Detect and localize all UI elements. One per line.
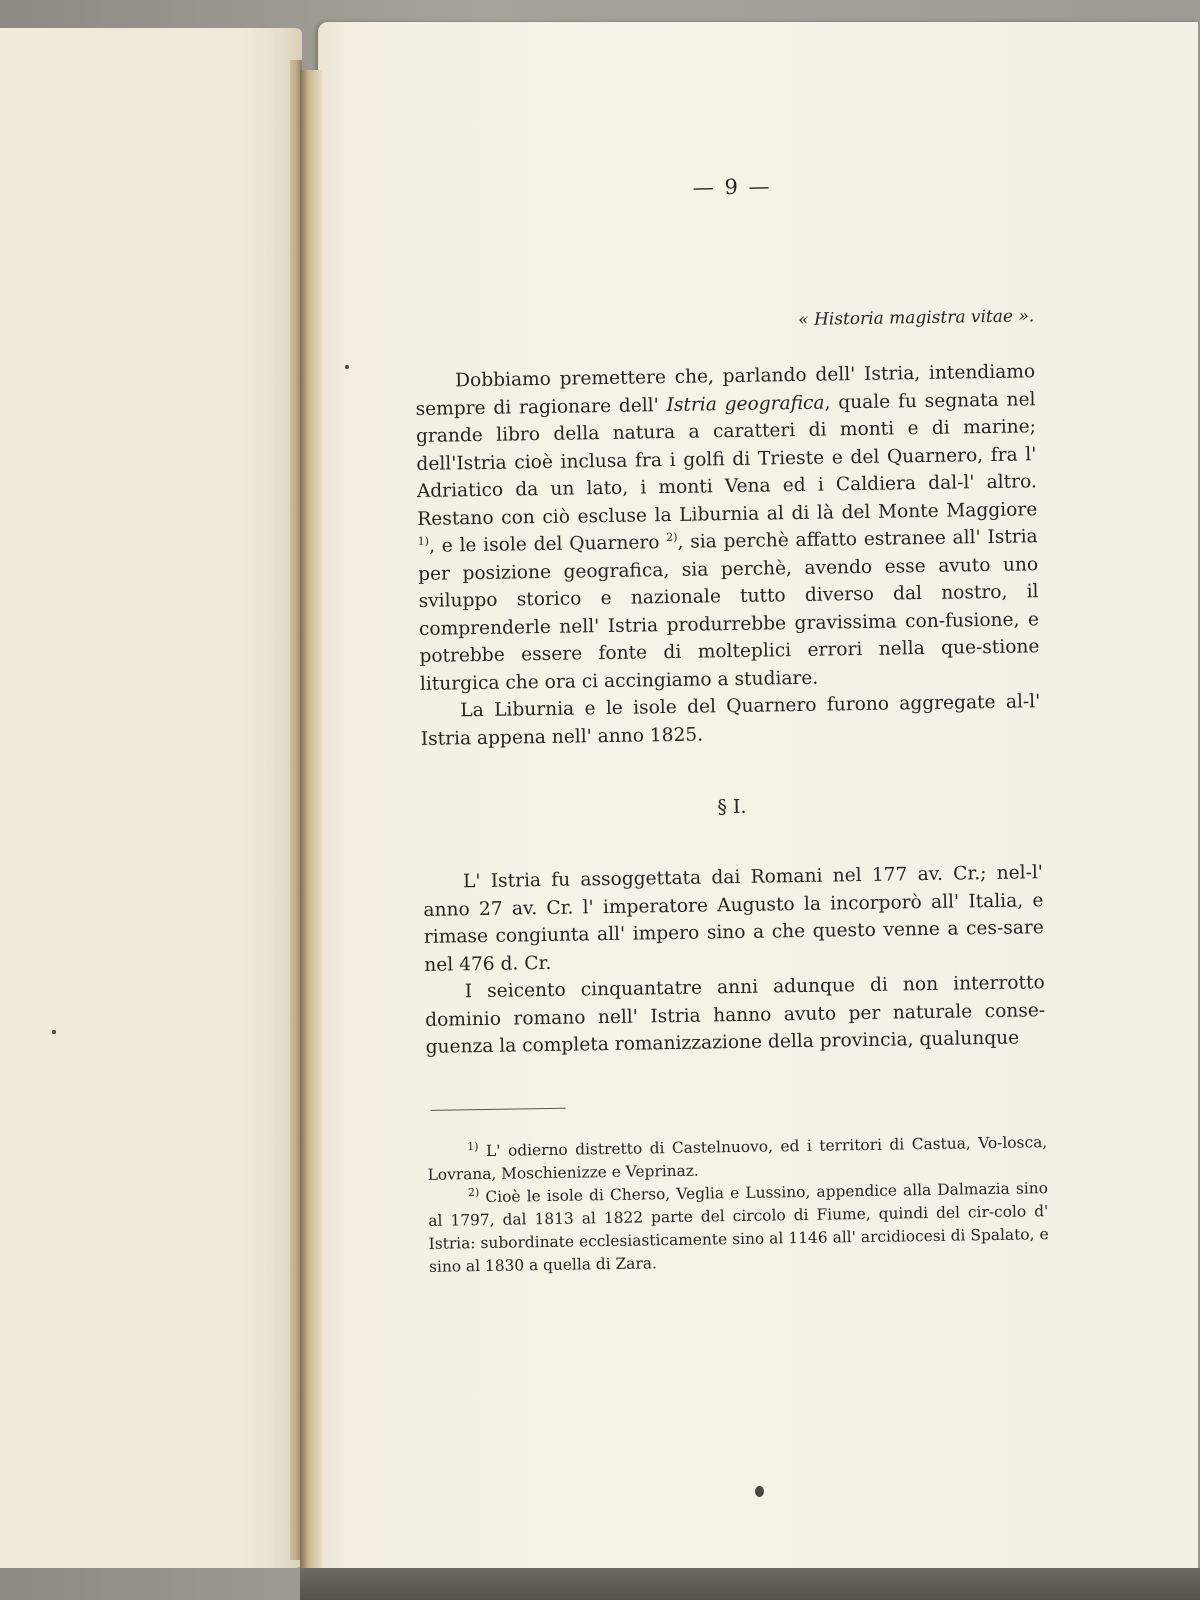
footnote-text: Cioè le isole di Cherso, Veglia e Lussino, appendice alla Dalmazia sino al 1797, dal 1813 al 1822 parte del circolo di Fiume, quindi del cir-colo d' Istria: subordinate ecclesiasticamente sino al 1146 all' arcidiocesi di Spalato, e sino al 1830 a quella di Zara.	[428, 1178, 1049, 1276]
section-heading: § I.	[717, 795, 747, 819]
paragraph: La Liburnia e le isole del Quarnero furono aggregate al-l' Istria appena nell' anno 1825.	[420, 691, 1041, 750]
left-page	[0, 28, 302, 1568]
paragraph-text: , e le isole del Quarnero	[428, 532, 667, 557]
bottom-shadow	[300, 1568, 1200, 1600]
footnote-ref: 2)	[666, 530, 678, 544]
footnote-ref: 1)	[417, 534, 430, 548]
epigraph: « Historia magistra vitae ».	[798, 306, 1035, 330]
book-spine	[300, 70, 322, 1570]
footnote	[428, 1177, 1049, 1279]
paragraph	[415, 358, 1040, 698]
paper-speck	[52, 1030, 56, 1034]
footnote-divider	[431, 1107, 566, 1110]
page-number: — 9 —	[692, 174, 772, 200]
footnote-marker: 2)	[467, 1185, 480, 1199]
page-text-block	[412, 170, 1049, 1278]
paper-speck	[755, 1486, 764, 1497]
emphasis-text: Istria geografica	[666, 392, 825, 416]
paper-speck	[345, 365, 349, 369]
paragraph-text: , sia perchè affatto estranee all' Istria per posizione geografica, sia perchè, avendo esse avuto uno sviluppo storico e nazionale tutto diverso dal nostro, il comprenderle nell' Istria produrrebbe gravissima con-fusione, e potrebbe essere fonte di molteplici errori nella que-stione liturgica che ora ci accingiamo a studiare.	[418, 526, 1040, 695]
footnote-text: L' odierno distretto di Castelnuovo, ed i territori di Castua, Vo-losca, Lovrana, Moschienizze e Veprinaz.	[427, 1132, 1048, 1184]
paragraph: I seicento cinquantatre anni adunque di non interrotto dominio romano nell' Istria hanno avuto per naturale conse-guenza la completa romanizzazione della provincia, qualunque	[425, 972, 1046, 1058]
footnote-marker: 1)	[467, 1139, 479, 1153]
paragraph: L' Istria fu assoggettata dai Romani nel 177 av. Cr.; nel-l' anno 27 av. Cr. l' imperatore Augusto la incorporò all' Italia, e rimase congiunta all' impero sino a che questo venne a ces-sare nel 476 d. Cr.	[423, 862, 1044, 976]
paragraph-text: , quale fu segnata nel grande libro della natura a caratteri di monti e di marine; dell'Istria cioè inclusa fra i golfi di Trieste e del Quarnero, fra l' Adriatico da un lato, i monti Vena ed i Caldiera dal-l' altro. Restano con ciò escluse la Liburnia al di là del Monte Maggiore	[415, 388, 1038, 530]
paragraph-text: Dobbiamo premettere che, parlando dell' Istria, intendiamo sempre di ragionare dell'	[415, 361, 1036, 420]
